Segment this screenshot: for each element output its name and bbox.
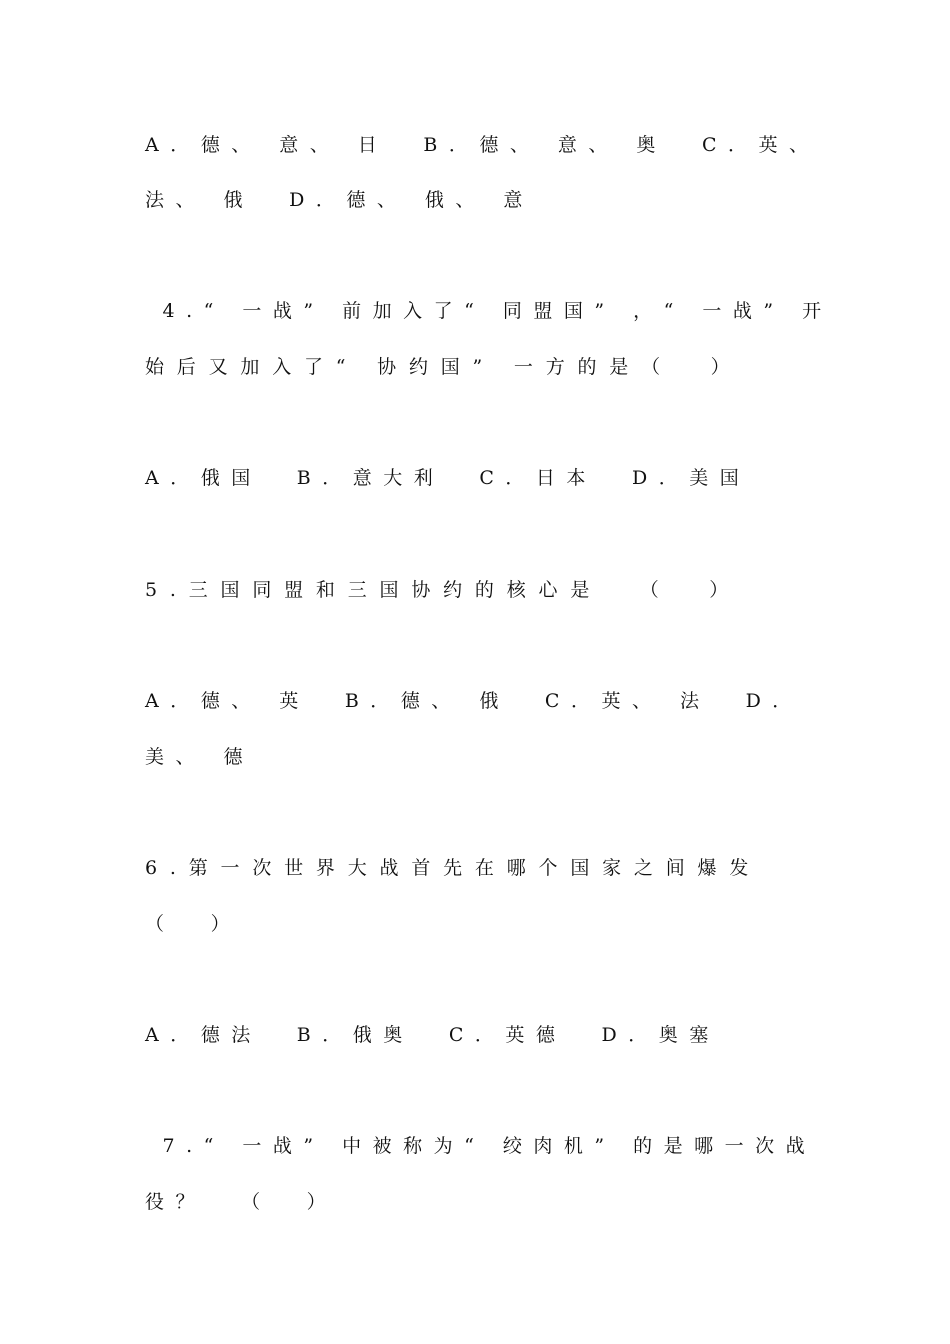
q6-options: A．德法 B．俄奥 C．英德 D．奥塞 <box>145 1024 720 1046</box>
q5-options-line-2: 美、 德 <box>145 746 255 768</box>
q6-question-line-2: （ ） <box>145 913 242 935</box>
q4-options: A．俄国 B．意大利 C．日本 D．美国 <box>145 467 751 489</box>
q5-options-line-1: A．德、 英 B．德、 俄 C．英、 法 D． <box>145 690 803 712</box>
q7-question-line-2: 役？ （ ） <box>145 1191 338 1213</box>
q3-options-line-2: 法、 俄 D．德、 俄、 意 <box>145 189 534 211</box>
q4-question-line-2: 始后又加入了“ 协约国” 一方的是（ ） <box>145 356 743 378</box>
q4-question-line-1: 4.“ 一战” 前加入了“ 同盟国” ，“ 一战” 开 <box>145 300 833 322</box>
q3-options-line-1: A．德、 意、 日 B．德、 意、 奥 C．英、 <box>145 134 820 156</box>
q7-question-line-1: 7.“ 一战” 中被称为“ 绞肉机” 的是哪一次战 <box>145 1135 817 1157</box>
q6-question-line-1: 6.第一次世界大战首先在哪个国家之间爆发 <box>145 857 762 879</box>
q5-question: 5.三国同盟和三国协约的核心是 （ ） <box>145 579 742 601</box>
